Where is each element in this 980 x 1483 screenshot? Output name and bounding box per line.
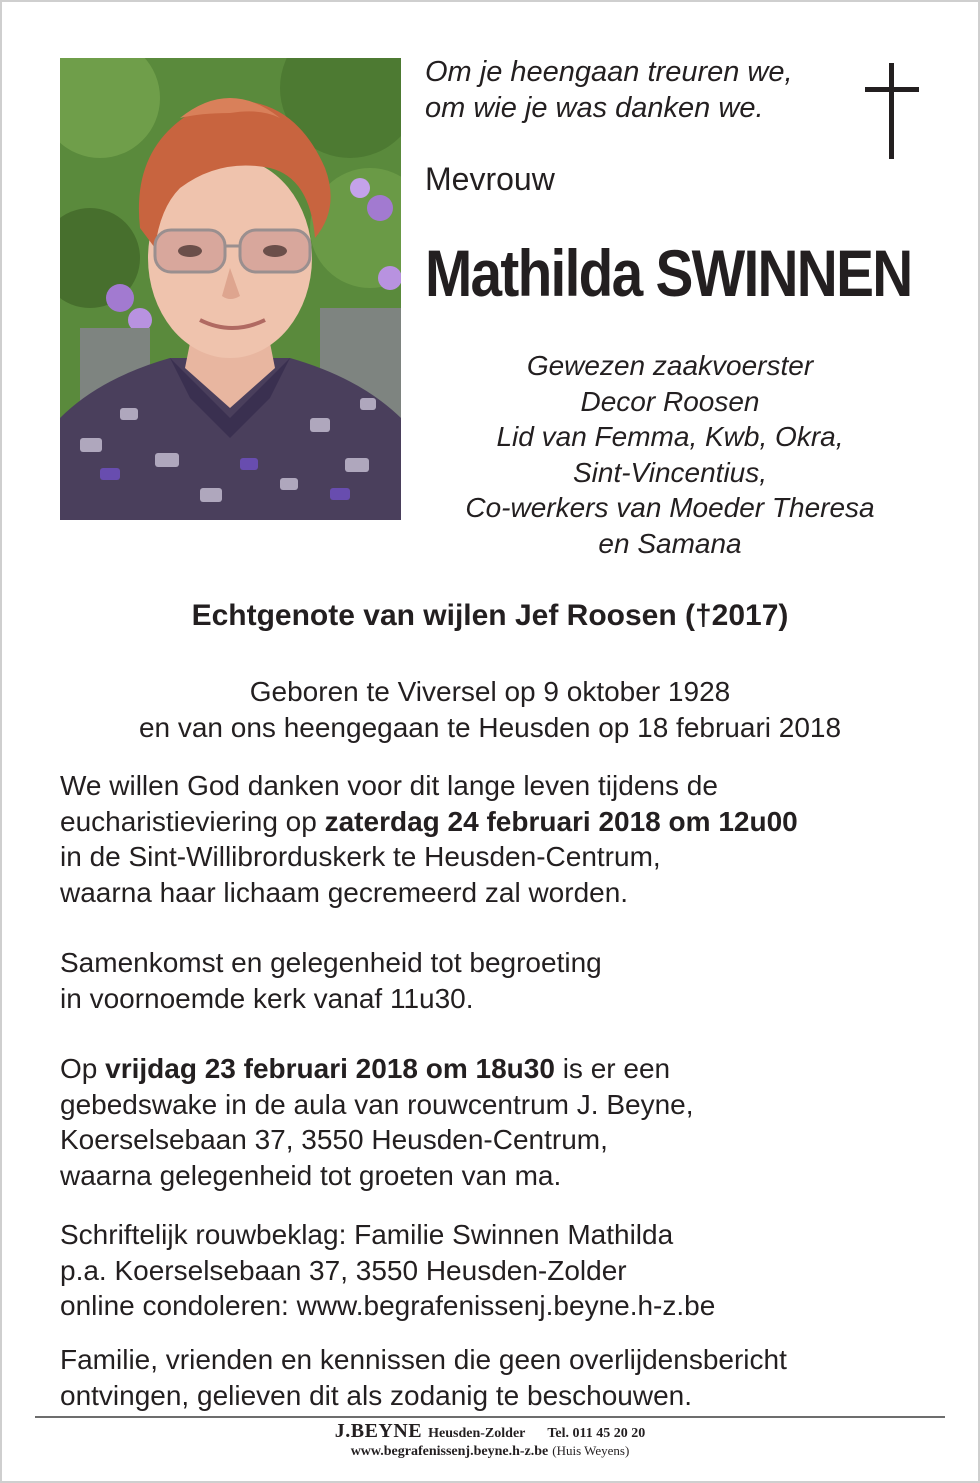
notice-paragraph [60,1342,940,1413]
functions-list [400,348,940,561]
vigil-text: is er een [554,1053,671,1084]
funeral-home-note: (Huis Weyens) [552,1443,630,1458]
service-line: waarna haar lichaam gecremeerd zal worden. [60,876,629,908]
gathering-line: in voornoemde kerk vanaf 11u30. [60,982,474,1014]
funeral-home-phone: Tel. 011 45 20 20 [547,1426,646,1441]
vigil-line: Koerselsebaan 37, 3550 Heusden-Centrum, [60,1124,608,1155]
function-line: en Samana [598,527,742,559]
funeral-home-location: Heusden-Zolder [428,1426,526,1441]
funeral-home-footer [0,1420,980,1460]
memorial-quote [425,54,845,126]
service-paragraph [60,768,940,910]
vigil-paragraph [60,1051,940,1193]
notice-line: ontvingen, gelieven dit als zodanig te beschouwen. [60,1379,692,1411]
vigil-line: gebedswake in de aula van rouwcentrum J. Beyne, [60,1088,694,1120]
funeral-home-website[interactable]: www.begrafenissenj.beyne.h-z.be [350,1444,549,1459]
vigil-datetime: vrijdag 23 februari 2018 om 18u30 [105,1053,555,1084]
vigil-text: Op [60,1053,106,1084]
birth-death-info [0,674,980,745]
condolence-paragraph [60,1217,940,1324]
function-line: Co-werkers van Moeder Theresa [465,492,875,523]
vigil-line [60,1051,940,1087]
death-line: en van ons heengegaan te Heusden op 18 februari 2018 [138,711,842,743]
birth-line: Geboren te Viversel op 9 oktober 1928 [249,676,731,707]
footer-divider [35,1416,945,1418]
cross-icon [862,63,922,164]
function-line: Gewezen zaakvoerster [526,350,814,381]
condolence-line: Schriftelijk rouwbeklag: Familie Swinnen Mathilda [60,1219,674,1250]
service-line [60,804,940,840]
service-text: eucharistieviering op [60,805,325,837]
service-datetime: zaterdag 24 februari 2018 om 12u00 [324,805,798,837]
function-line: Decor Roosen [580,385,760,417]
spouse-line: Echtgenote van wijlen Jef Roosen (†2017) [191,599,789,632]
condolence-line: p.a. Koerselsebaan 37, 3550 Heusden-Zolder [60,1254,627,1286]
vigil-line: waarna gelegenheid tot groeten van ma. [60,1159,562,1191]
gathering-line: Samenkomst en gelegenheid tot begroeting [60,947,602,978]
service-line: in de Sint-Willibrorduskerk te Heusden-Centrum, [60,841,661,872]
quote-line-1: Om je heengaan treuren we, [425,56,793,88]
service-line: We willen God danken voor dit lange leven tijdens de [60,770,718,801]
portrait-photo [60,58,401,520]
notice-line: Familie, vrienden en kennissen die geen overlijdensbericht [60,1344,787,1375]
function-line: Lid van Femma, Kwb, Okra, [496,421,844,452]
funeral-home-logo: J.BEYNE [334,1420,423,1442]
honorific: Mevrouw [425,161,555,197]
gathering-paragraph [60,945,940,1016]
quote-line-2: om wie je was danken we. [425,92,764,124]
function-line: Sint-Vincentius, [572,456,768,488]
deceased-name: Mathilda SWINNEN [425,236,912,310]
condolence-link[interactable]: online condoleren: www.begrafenissenj.beyne.h-z.be [60,1290,716,1321]
